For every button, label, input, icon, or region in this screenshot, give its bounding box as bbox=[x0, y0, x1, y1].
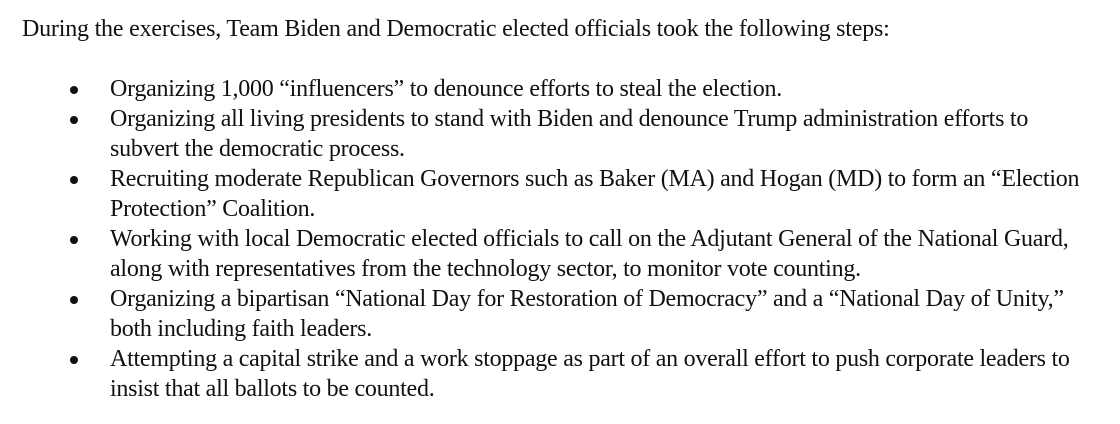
bullet-icon bbox=[70, 356, 78, 364]
bullet-icon bbox=[70, 86, 78, 94]
bullet-icon bbox=[70, 236, 78, 244]
bullet-icon bbox=[70, 296, 78, 304]
intro-paragraph: During the exercises, Team Biden and Democratic elected officials took the following steps: bbox=[22, 16, 890, 42]
list-item-text: Organizing all living presidents to stand with Biden and denounce Trump administration efforts to subvert the democratic process. bbox=[110, 106, 1029, 162]
list-item-text: Organizing 1,000 “influencers” to denounce efforts to steal the election. bbox=[110, 76, 782, 102]
list-item bbox=[60, 74, 1090, 104]
list-item-text: Attempting a capital strike and a work stoppage as part of an overall effort to push corporate leaders to insist that all ballots to be counted. bbox=[110, 346, 1070, 402]
list-item bbox=[60, 104, 1090, 164]
list-item-text: Recruiting moderate Republican Governors such as Baker (MA) and Hogan (MD) to form an “Election Protection” Coalition. bbox=[110, 166, 1080, 222]
list-item-text: Organizing a bipartisan “National Day for Restoration of Democracy” and a “National Day of Unity,” both including faith leaders. bbox=[110, 286, 1064, 342]
list-item bbox=[60, 284, 1090, 344]
list-item bbox=[60, 164, 1090, 224]
list-item bbox=[60, 224, 1090, 284]
list-item-text: Working with local Democratic elected officials to call on the Adjutant General of the National Guard, along with representatives from the technology sector, to monitor vote counting. bbox=[110, 226, 1069, 282]
bullet-icon bbox=[70, 116, 78, 124]
steps-list bbox=[60, 74, 1090, 404]
bullet-icon bbox=[70, 176, 78, 184]
list-item bbox=[60, 344, 1090, 404]
